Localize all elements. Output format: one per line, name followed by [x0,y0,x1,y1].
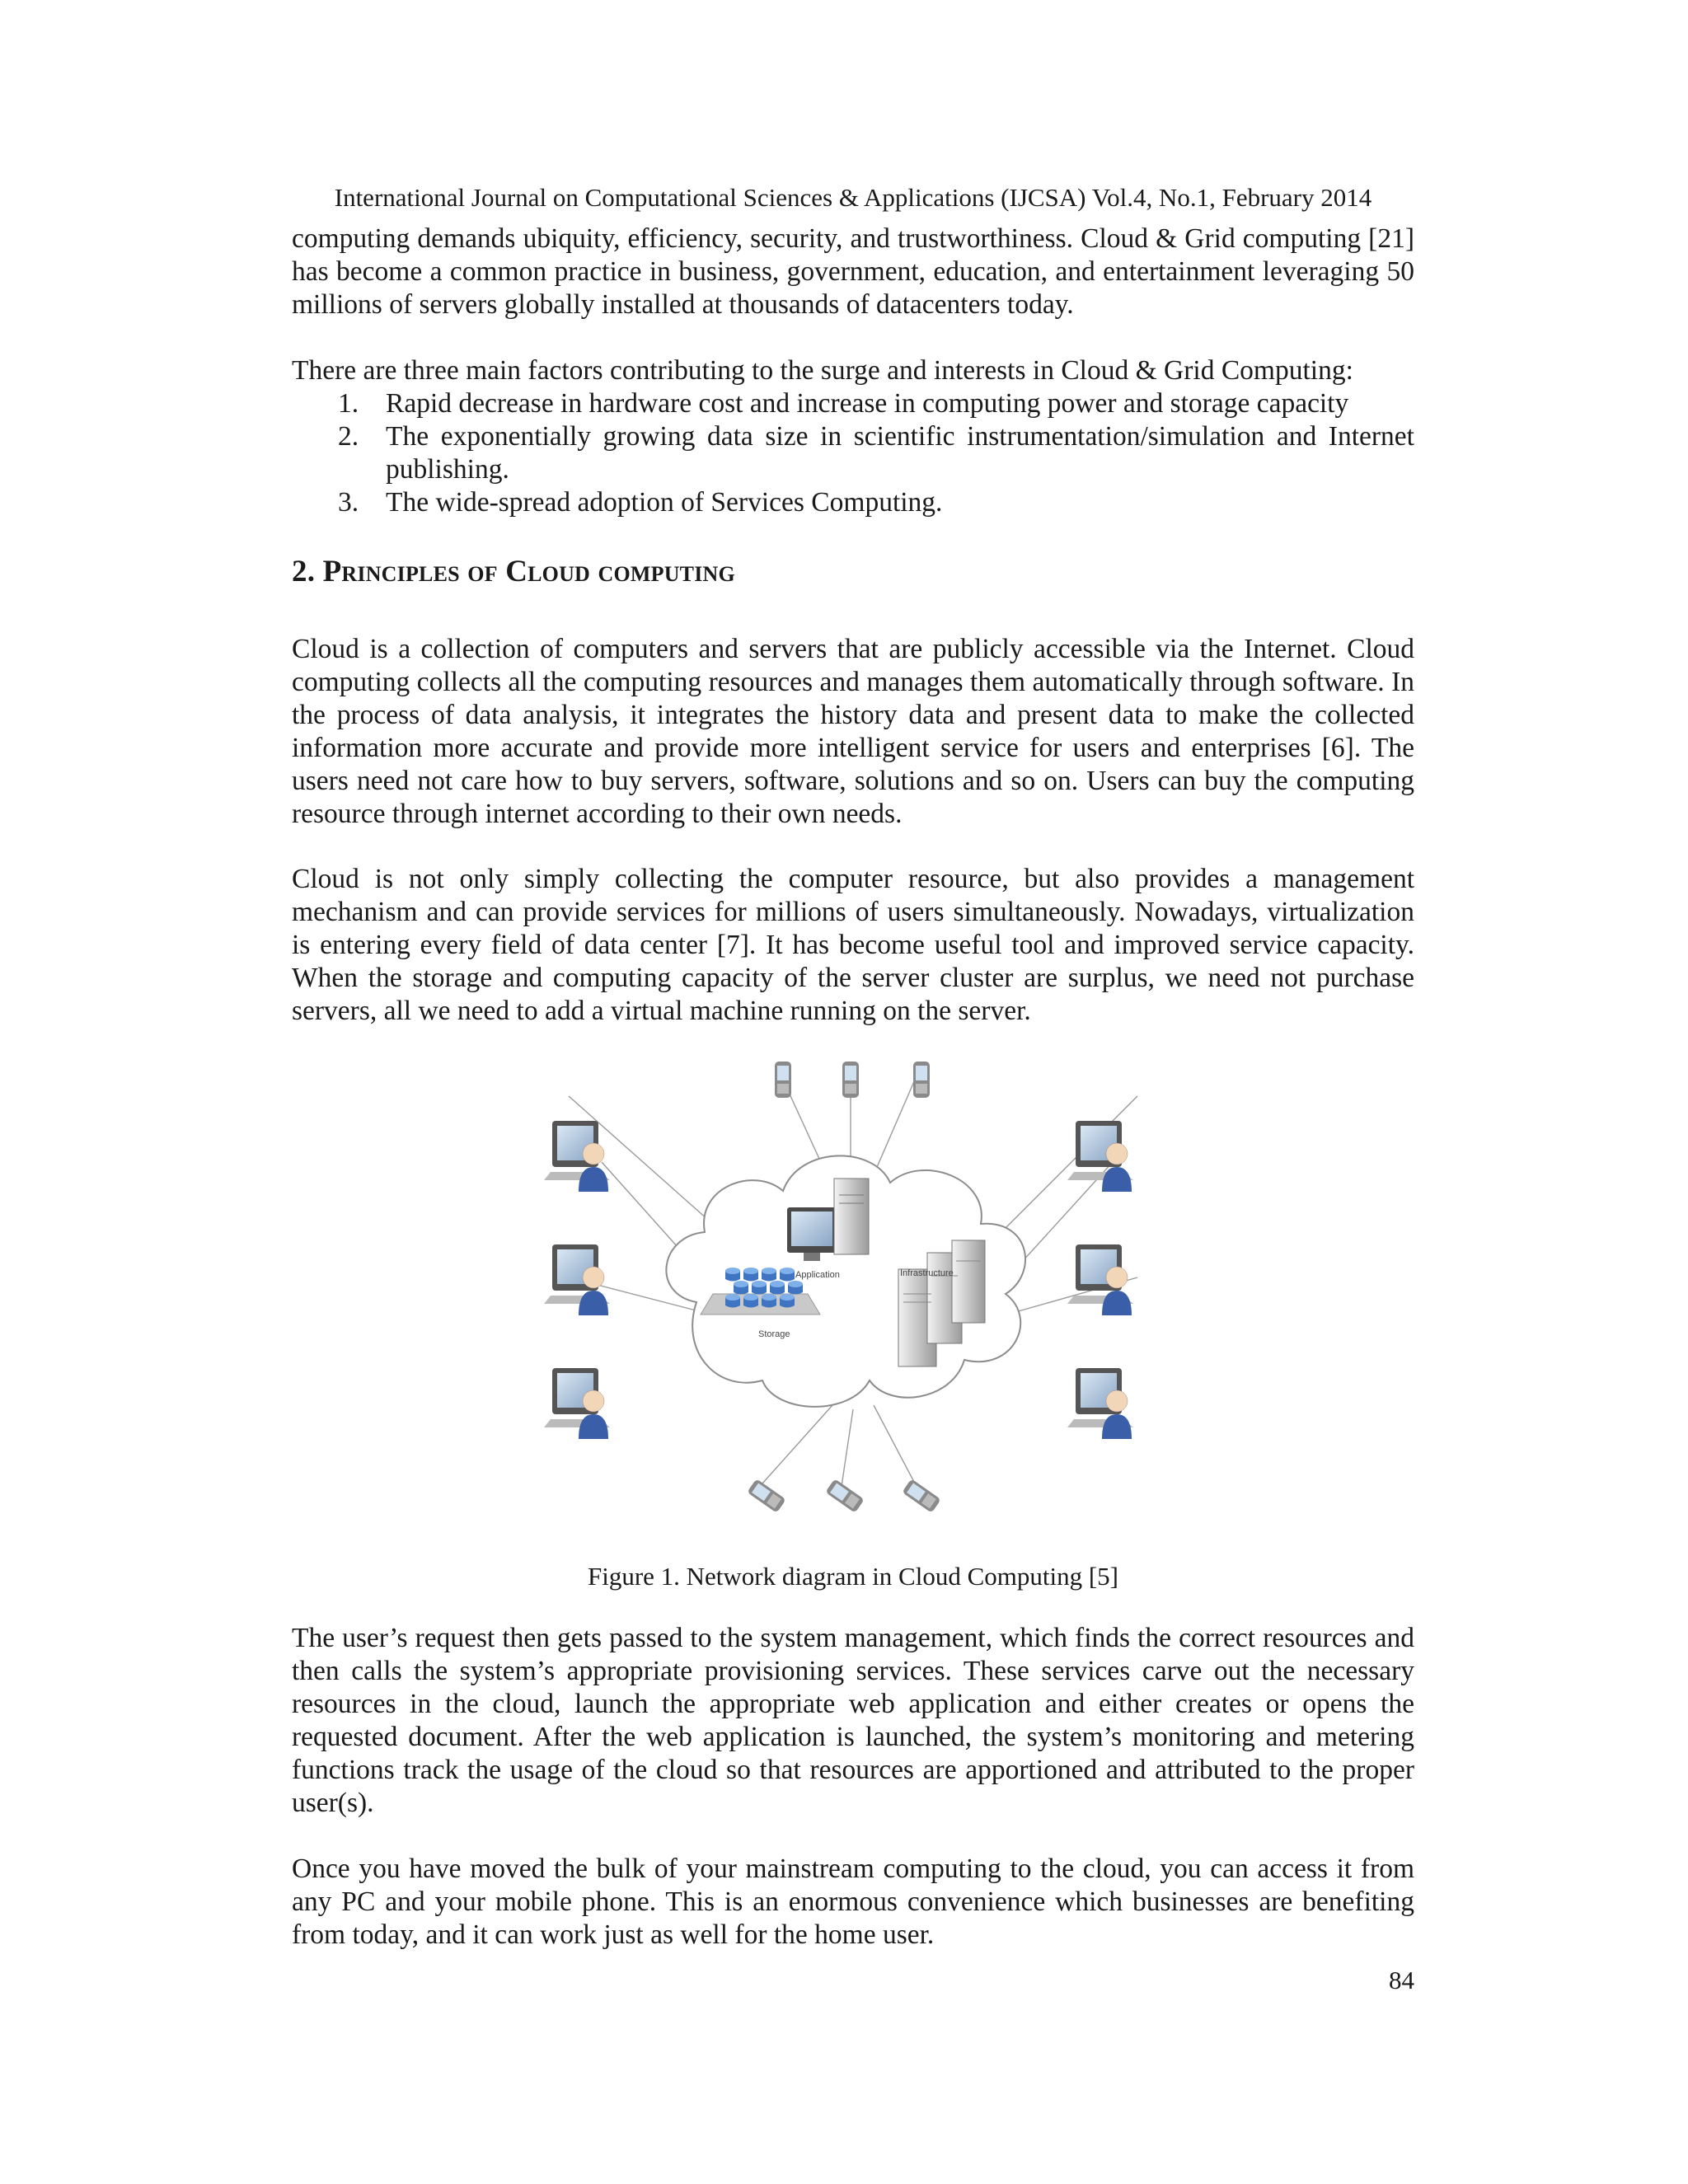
list-item [292,486,1414,519]
list-item-number: 3. [338,487,359,518]
page-number: 84 [1389,1966,1414,1994]
mobile-phone-icon [775,1062,930,1098]
principles-paragraph-2: Cloud is not only simply collecting the computer resource, but also provides a management mechanism and can provide services for millions of users simultaneously. Nowadays, virtualization is entering every field of data center [7]. It has become useful tool and improved service capacity. When the storage and computing capacity of the server cluster are surplus, we need not purchase servers, all we need to add a virtual machine running on the server. [292,864,1414,1026]
intro-paragraph: computing demands ubiquity, efficiency, security, and trustworthiness. Cloud & Grid computing [21] has become a common practice in business, government, education, and entertainment leveraging 50 millions of servers globally installed at thousands of datacenters today. [292,223,1414,320]
factors-intro-paragraph: There are three main factors contributing to the surge and interests in Cloud & Grid Computing: [292,355,1353,386]
after-figure-paragraph-1: The user’s request then gets passed to the system management, which finds the correct resources and then calls the system’s appropriate provisioning services. These services carve out the necessary resources in the cloud, launch the appropriate web application and either creates or opens the requested document. After the web application is launched, the system’s monitoring and metering functions track the usage of the cloud so that resources are apportioned and attributed to the proper user(s). [292,1623,1414,1818]
figure-caption: Figure 1. Network diagram in Cloud Computing [5] [587,1562,1119,1591]
list-item-text: The wide-spread adoption of Services Computing. [386,487,943,518]
network-diagram-figure [528,1055,1170,1525]
list-item-number: 1. [338,388,359,419]
infrastructure-label: Infrastructure [900,1268,954,1278]
application-label: Application [795,1270,840,1280]
list-item [292,420,1414,486]
factors-list [292,387,1414,519]
pc-user-icon [1067,1121,1133,1439]
pc-user-icon [544,1121,610,1439]
storage-label: Storage [758,1329,790,1339]
list-item-text: The exponentially growing data size in scientific instrumentation/simulation and Internet publishing. [386,421,1414,485]
journal-header: International Journal on Computational Sciences & Applications (IJCSA) Vol.4, No.1, February 2014 [334,183,1372,212]
list-item [292,387,1414,420]
mobile-phone-icon [747,1479,941,1513]
after-figure-paragraph-2: Once you have moved the bulk of your mainstream computing to the cloud, you can access it from any PC and your mobile phone. This is an enormous convenience which businesses are benefiting from today, and it can work just as well for the home user. [292,1854,1414,1950]
principles-paragraph-1: Cloud is a collection of computers and servers that are publicly accessible via the Internet. Cloud computing collects all the computing resources and manages them automatically through software. In the process of data analysis, it integrates the history data and present data to make the collected information more accurate and provide more intelligent service for users and enterprises [6]. The users need not care how to buy servers, software, solutions and so on. Users can buy the computing resource through internet according to their own needs. [292,634,1414,829]
list-item-number: 2. [338,421,359,452]
section-heading: 2. Principles of Cloud computing [292,555,735,588]
list-item-text: Rapid decrease in hardware cost and increase in computing power and storage capacity [386,388,1349,419]
